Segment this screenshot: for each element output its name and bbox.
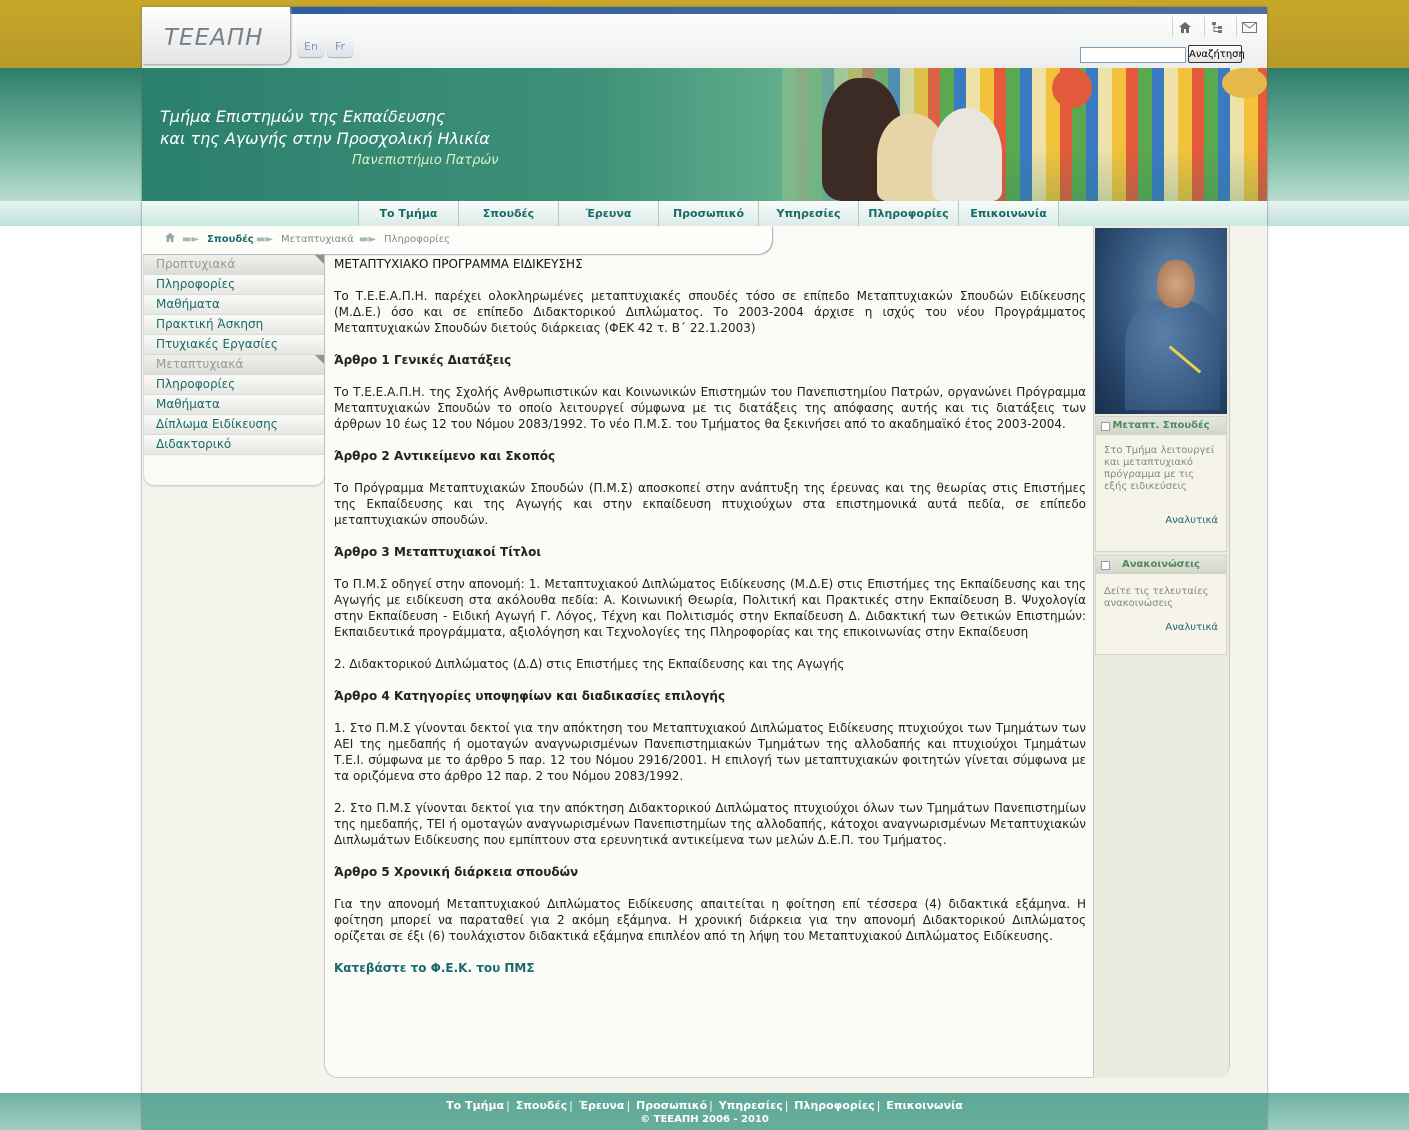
sitemap-icon[interactable] (1204, 17, 1229, 37)
page-title: ΜΕΤΑΠΤΥΧΙΑΚΟ ΠΡΟΓΡΑΜΜΑ ΕΙΔΙΚΕΥΣΗΣ (334, 257, 583, 271)
article-4-text-2: 2. Στο Π.Μ.Σ γίνονται δεκτοί για την απόκτηση Διδακτορικού Διπλώματος πτυχιούχοι όλων των Τμημάτων Πανεπιστημίων της ημεδαπής, ΤΕΙ ή ομοταγών αναγνωρισμένων Πανεπιστημίων της αλλοδαπής, κάτοχοι αναγνωρισμένων Μεταπτυχιακών Διπλωμάτων Ειδίκευσης που εμπίπτουν στα ερευνητικά αντικείμενα των μελών Δ.Ε.Π. του Τμήματος. (334, 801, 1086, 847)
top-bar (142, 7, 1267, 68)
article-4-heading: Άρθρο 4 Κατηγορίες υποψηφίων και διαδικασίες επιλογής (334, 689, 726, 703)
nav-item-info[interactable]: Πληροφορίες (858, 201, 958, 226)
page-container (142, 7, 1267, 1130)
article-3-text-1: Το Π.Μ.Σ οδηγεί στην απονομή: 1. Μεταπτυχιακού Διπλώματος Ειδίκευσης (Μ.Δ.Ε) στις Επιστήμες της Εκπαίδευσης και της Αγωγής με ειδίκευση στα ακόλουθα πεδία: Α. Κοινωνική Θεωρία, Πολιτική και Πρακτικές στην Εκπαίδευση Β. Ψυχολογία στην Εκπαίδευση - Ειδική Αγωγή Γ. Λόγος, Τέχνη και Πολιτισμός στην Εκπαίδευση Δ. Διδακτική των Θετικών Επιστημών: Εκπαιδευτικά προγράμματα, αξιολόγηση και Τεχνολογίες της Πληροφορίας και της επικοινωνίας στην Εκπαίδευση (334, 577, 1086, 639)
article-1-text: Το Τ.Ε.Ε.Α.Π.Η. της Σχολής Ανθρωπιστικών και Κοινωνικών Επιστημών του Πανεπιστημίου Πατρών, οργανώνει Πρόγραμμα Μεταπτυχιακών Σπουδών το οποίο λειτουργεί σύμφωνα με τις διατάξεις της απόφασης αυτής και τις διατάξεις των άρθρων 10 έως 12 του Νόμου 2083/1992. Το νέο Π.Μ.Σ. του Τμήματος θα ξεκινήσει από το ακαδημαϊκό έτος 2003-2004. (334, 385, 1086, 431)
article-1-heading: Άρθρο 1 Γενικές Διατάξεις (334, 353, 512, 367)
department-title-line2: και της Αγωγής στην Προσχολική Ηλικία (160, 129, 490, 148)
breadcrumb-arrow-icon: ▬► (256, 234, 274, 245)
article-4-text-1: 1. Στο Π.Μ.Σ γίνονται δεκτοί για την απόκτηση του Μεταπτυχιακού Διπλώματος Ειδίκευσης πτυχιούχοι των Τμημάτων των ΑΕΙ της ημεδαπής ή ομοταγών αναγνωρισμένων Πανεπιστημιακών Τμημάτων της αλλοδαπής και πτυχιούχοι Τμημάτων Τ.Ε.Ι. σύμφωνα με το άρθρο 5 παρ. 12 του Νόμου 2916/2001. Η επιλογή των μεταπτυχιακών φοιτητών γίνεται σύμφωνα με τα οριζόμενα στο άρθρο 12 παρ. 2 του Νόμου 2083/1992. (334, 721, 1086, 783)
postgrad-box-header (1096, 417, 1226, 435)
search-button[interactable]: Αναζήτηση (1188, 45, 1242, 63)
sidebar-heading-undergraduate[interactable]: Προπτυχιακά (144, 255, 324, 275)
article (334, 256, 1086, 976)
footer-link-research[interactable]: Έρευνα (578, 1099, 625, 1112)
sidebar-item-phd[interactable]: Διδακτορικό (144, 435, 324, 455)
lang-fr-button[interactable]: Fr (327, 37, 353, 57)
nav-item-services[interactable]: Υπηρεσίες (758, 201, 858, 226)
postgrad-box-more-link[interactable]: Αναλυτικά (1165, 515, 1218, 526)
footer-link-studies[interactable]: Σπουδές (515, 1099, 568, 1112)
download-fek-link[interactable]: Κατεβάστε το Φ.Ε.Κ. του ΠΜΣ (334, 961, 535, 975)
breadcrumb-home-icon[interactable] (164, 232, 176, 246)
footer-link-info[interactable]: Πληροφορίες (794, 1099, 875, 1112)
logo-box[interactable] (142, 7, 290, 64)
breadcrumb-arrow-icon: ▬► (182, 234, 200, 245)
top-strip (290, 7, 1267, 14)
postgrad-box-title: Μεταπτ. Σπουδές (1112, 420, 1210, 431)
sidebar-item-undergrad-courses[interactable]: Μαθήματα (144, 295, 324, 315)
announcements-box-more-link[interactable]: Αναλυτικά (1165, 622, 1218, 633)
footer-link-services[interactable]: Υπηρεσίες (718, 1099, 783, 1112)
department-title-line1: Τμήμα Επιστημών της Εκπαίδευσης (160, 107, 446, 126)
breadcrumb-item-studies[interactable]: Σπουδές (207, 234, 254, 245)
nav-item-department[interactable]: Το Τμήμα (358, 201, 458, 226)
nav-item-contact[interactable]: Επικοινωνία (958, 201, 1059, 226)
footer-link-staff[interactable]: Προσωπικό (636, 1099, 708, 1112)
breadcrumb (142, 226, 772, 254)
article-2-heading: Άρθρο 2 Αντικείμενο και Σκοπός (334, 449, 556, 463)
main-content (324, 226, 1094, 1078)
announcements-box-title: Ανακοινώσεις (1122, 559, 1200, 570)
postgrad-box-text: Στο Τμήμα λειτουργεί και μεταπτυχιακό πρόγραμμα με τις εξής ειδικεύσεις (1104, 445, 1215, 492)
right-column (1094, 226, 1230, 1078)
intro-paragraph: Το Τ.Ε.Ε.Α.Π.Η. παρέχει ολοκληρωμένες μεταπτυχιακές σπουδές τόσο σε επίπεδο Μεταπτυχιακών Σπουδών Ειδίκευσης (Μ.Δ.Ε.) όσο και σε επίπεδο Διδακτορικού Διπλώματος. Το 2003-2004 άρχισε η ισχύς του νέου Προγράμματος Μεταπτυχιακών Σπουδών διετούς διάρκειας (ΦΕΚ 42 τ. Β΄ 22.1.2003) (334, 289, 1086, 335)
checkbox-icon (1101, 561, 1110, 570)
sidebar-item-specialization-diploma[interactable]: Δίπλωμα Ειδίκευσης (144, 415, 324, 435)
footer-links: Το Τμήμα | Σπουδές | Έρευνα | Προσωπικό | Υπηρεσίες | Πληροφορίες | Επικοινωνία (446, 1099, 963, 1112)
breadcrumb-item-info: Πληροφορίες (384, 234, 450, 245)
university-name: Πανεπιστήμιο Πατρών (352, 153, 499, 168)
header-illustration (782, 68, 1267, 201)
breadcrumb-arrow-icon: ▬► (359, 234, 377, 245)
announcements-box (1095, 555, 1227, 655)
mail-icon[interactable] (1236, 17, 1261, 37)
announcements-box-text: Δείτε τις τελευταίες ανακοινώσεις (1104, 586, 1209, 609)
department-title (160, 106, 490, 150)
article-5-text: Για την απονομή Μεταπτυχιακού Διπλώματος Ειδίκευσης απαιτείται η φοίτηση επί τέσσερα (4) διδακτικά εξάμηνα. Η φοίτηση μπορεί να παραταθεί για 2 ακόμη εξάμηνα. Η χρονική διάρκεια για την απονομή Διδακτορικού Διπλώματος ορίζεται σε έξι (6) τουλάχιστον διδακτικά εξάμηνα επιπλέον από τη λήψη του Μεταπτυχιακού Διπλώματος Ειδίκευσης. (334, 897, 1086, 943)
main-nav (142, 201, 1267, 226)
sidebar-heading-postgraduate[interactable]: Μεταπτυχιακά (144, 355, 324, 375)
nav-item-research[interactable]: Έρευνα (558, 201, 658, 226)
search-input[interactable] (1080, 47, 1186, 63)
breadcrumb-item-postgraduate[interactable]: Μεταπτυχιακά (281, 234, 354, 245)
student-photo (1095, 228, 1227, 414)
article-5-heading: Άρθρο 5 Χρονική διάρκεια σπουδών (334, 865, 579, 879)
sidebar-item-postgrad-courses[interactable]: Μαθήματα (144, 395, 324, 415)
sidebar-item-practicum[interactable]: Πρακτική Άσκηση (144, 315, 324, 335)
article-3-heading: Άρθρο 3 Μεταπτυχιακοί Τίτλοι (334, 545, 542, 559)
announcements-box-header (1096, 556, 1226, 574)
sidebar-item-undergrad-info[interactable]: Πληροφορίες (144, 275, 324, 295)
postgrad-box (1095, 416, 1227, 552)
footer-link-contact[interactable]: Επικοινωνία (886, 1099, 963, 1112)
nav-item-studies[interactable]: Σπουδές (458, 201, 558, 226)
home-icon[interactable] (1172, 17, 1197, 37)
footer (142, 1093, 1267, 1130)
header-banner (142, 68, 1267, 201)
article-3-text-2: 2. Διδακτορικού Διπλώματος (Δ.Δ) στις Επιστήμες της Εκπαίδευσης και της Αγωγής (334, 657, 845, 671)
copyright: © ΤΕΕΑΠΗ 2006 - 2010 (640, 1114, 769, 1125)
article-2-text: Το Πρόγραμμα Μεταπτυχιακών Σπουδών (Π.Μ.Σ) αποσκοπεί στην ανάπτυξη της έρευνας και της θεωρίας στις Επιστήμες της Εκπαίδευσης και της Αγωγής και στην εκπαίδευση πτυχιούχων στα επιστημονικά αυτά πεδία, σε επίπεδο μεταπτυχιακών σπουδών. (334, 481, 1086, 527)
nav-item-staff[interactable]: Προσωπικό (658, 201, 758, 226)
sidebar-item-theses[interactable]: Πτυχιακές Εργασίες (144, 335, 324, 355)
footer-link-department[interactable]: Το Τμήμα (446, 1099, 505, 1112)
checkbox-icon (1101, 422, 1110, 431)
site-logo[interactable]: ΤΕΕΑΠΗ (164, 25, 264, 51)
left-sidebar (144, 255, 324, 485)
sidebar-item-postgrad-info[interactable]: Πληροφορίες (144, 375, 324, 395)
lang-en-button[interactable]: En (298, 37, 324, 57)
